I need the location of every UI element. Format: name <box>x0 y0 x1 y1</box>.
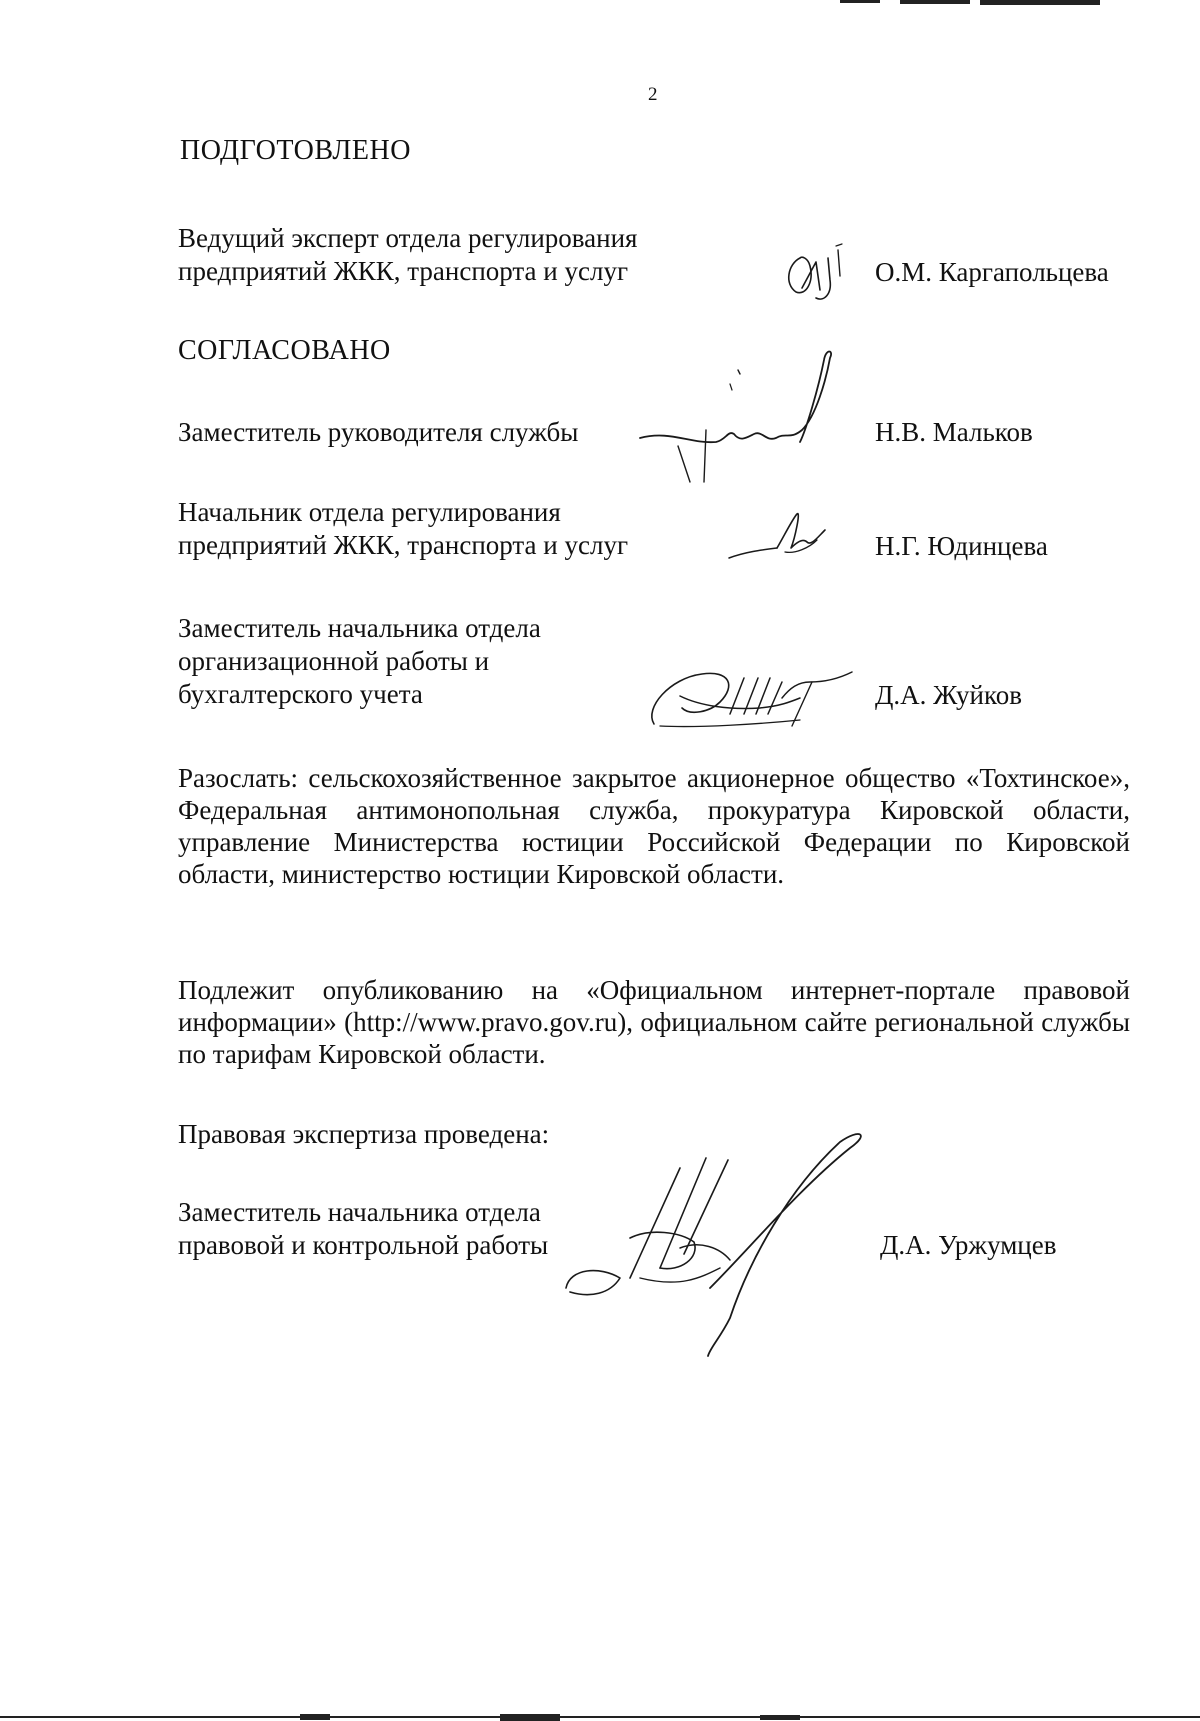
agreed-name-2: Н.Г. Юдинцева <box>875 531 1048 561</box>
prepared-heading: ПОДГОТОВЛЕНО <box>180 135 411 166</box>
distribution-paragraph: Разослать: сельскохозяйственное закрытое акционерное общество «Тохтинское», Федеральная антимонопольная служба, прокуратура Кировской области, управление Министерства юстиции Российской Федерации по Кировской области, министерство юстиции Кировской области. <box>178 763 1130 889</box>
agreed-position-2-line2: предприятий ЖКК, транспорта и услуг <box>178 530 629 560</box>
signature-urzhumtsev <box>560 1128 900 1358</box>
agreed-position-3-line1: Заместитель начальника отдела <box>178 613 541 643</box>
prepared-position-line2: предприятий ЖКК, транспорта и услуг <box>178 256 629 286</box>
agreed-heading: СОГЛАСОВАНО <box>178 335 391 366</box>
agreed-position-3-line3: бухгалтерского учета <box>178 679 423 709</box>
legal-review-heading: Правовая экспертиза проведена: <box>178 1119 550 1149</box>
agreed-name-3: Д.А. Жуйков <box>875 680 1022 710</box>
page-number: 2 <box>648 84 658 105</box>
legal-review-position-line2: правовой и контрольной работы <box>178 1230 549 1260</box>
prepared-name: О.М. Каргапольцева <box>875 257 1109 287</box>
signature-kargapoltseva <box>780 240 860 310</box>
prepared-position-line1: Ведущий эксперт отдела регулирования <box>178 223 638 253</box>
agreed-position-3-line2: организационной работы и <box>178 646 490 676</box>
agreed-position-1-line1: Заместитель руководителя службы <box>178 417 579 447</box>
agreed-position-2-line1: Начальник отдела регулирования <box>178 497 561 527</box>
legal-review-position-line1: Заместитель начальника отдела <box>178 1197 541 1227</box>
legal-review-name: Д.А. Уржумцев <box>880 1230 1057 1260</box>
scan-edge-mark-bottom <box>0 1714 1200 1721</box>
signature-yudintseva <box>725 508 835 568</box>
publication-paragraph: Подлежит опубликованию на «Официальном интернет-портале правовой информации» (http://www.pravo.gov.ru), официальном сайте региональной службы по тарифам Кировской области. <box>178 975 1130 1069</box>
agreed-name-1: Н.В. Мальков <box>875 417 1033 447</box>
scan-edge-mark-top <box>840 0 1100 6</box>
signature-zhuykov <box>640 652 860 732</box>
signature-malkov <box>630 350 850 490</box>
